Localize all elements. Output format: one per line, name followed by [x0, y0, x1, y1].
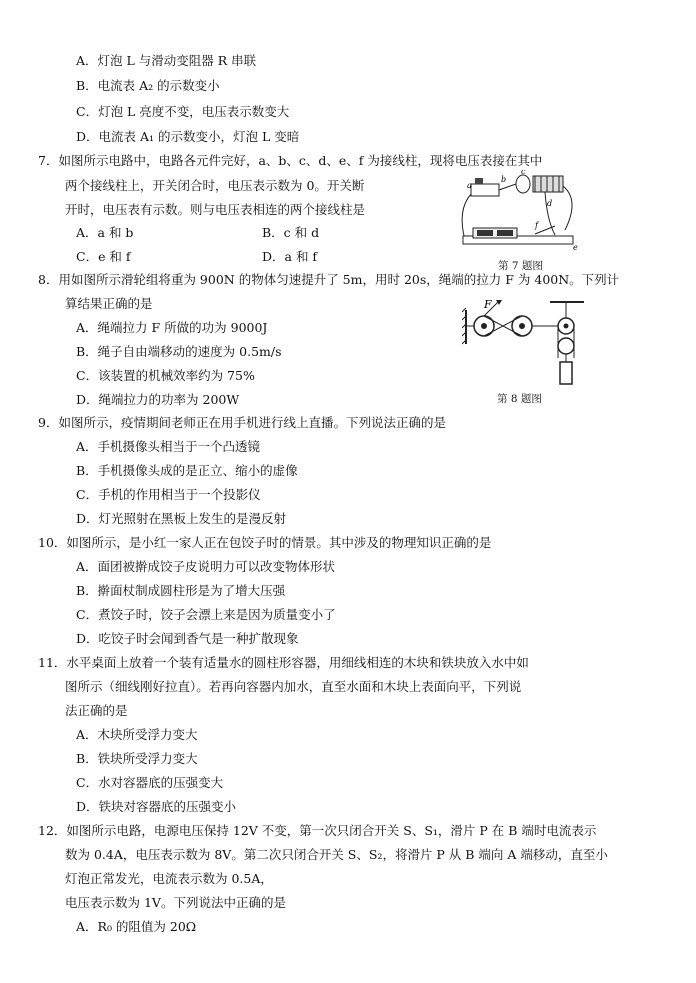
- option-c: C．灯泡 L 亮度不变，电压表示数变大: [76, 104, 290, 119]
- q7-figure-caption: 第 7 题图: [498, 260, 543, 272]
- q7-option-d: D．a 和 f: [262, 249, 318, 264]
- q12-stem-line-2: 数为 0.4A，电压表示数为 8V。第二次只闭合开关 S、S₂，将滑片 P 从 B 端向 A 端移动，直至小: [65, 847, 608, 862]
- q11-option-a: A．木块所受浮力变大: [76, 727, 198, 742]
- q8-pulley-figure: [462, 298, 592, 390]
- label-b: b: [501, 175, 507, 184]
- q11-option-d: D．铁块对容器底的压强变小: [76, 799, 237, 814]
- label-f: f: [535, 221, 538, 230]
- q7-stem-line-2: 两个接线柱上，开关闭合时，电压表示数为 0。开关断: [65, 178, 365, 193]
- q8-option-c: C．该装置的机械效率约为 75%: [76, 368, 255, 383]
- q10-option-a: A．面团被擀成饺子皮说明力可以改变物体形状: [76, 559, 336, 574]
- q12-stem-line-1: 12．如图所示电路，电源电压保持 12V 不变，第一次只闭合开关 S、S₁，滑片 P 在 B 端时电流表示: [38, 823, 597, 838]
- q12-stem-line-4: 电压表示数为 1V。下列说法中正确的是: [65, 895, 286, 910]
- q8-stem-line-1: 8．用如图所示滑轮组将重为 900N 的物体匀速提升了 5m，用时 20s，绳端的拉力 F 为 400N。下列计: [38, 272, 620, 287]
- q7-option-a: A．a 和 b: [76, 225, 134, 240]
- q9-stem: 9．如图所示，疫情期间老师正在用手机进行线上直播。下列说法正确的是: [38, 415, 446, 430]
- q7-circuit-figure: [455, 170, 585, 260]
- label-force-f: F: [484, 298, 492, 311]
- q11-option-c: C．水对容器底的压强变大: [76, 775, 224, 790]
- q10-option-c: C．煮饺子时，饺子会漂上来是因为质量变小了: [76, 607, 336, 622]
- q7-stem-line-1: 7．如图所示电路中，电路各元件完好，a、b、c、d、e、f 为接线柱，现将电压表接在其中: [38, 153, 543, 168]
- label-e: e: [573, 243, 578, 252]
- q7-option-b: B．c 和 d: [262, 225, 320, 240]
- option-a: A．灯泡 L 与滑动变阻器 R 串联: [76, 53, 257, 68]
- q9-option-d: D．灯光照射在黑板上发生的是漫反射: [76, 511, 287, 526]
- q8-option-a: A．绳端拉力 F 所做的功为 9000J: [76, 320, 268, 335]
- q8-option-b: B．绳子自由端移动的速度为 0.5m/s: [76, 344, 282, 359]
- q7-option-c: C．e 和 f: [76, 249, 131, 264]
- q8-stem-line-2: 算结果正确的是: [65, 296, 153, 311]
- q7-stem-line-3: 开时，电压表有示数。则与电压表相连的两个接线柱是: [65, 202, 366, 217]
- label-a: a: [467, 181, 472, 190]
- q11-stem-line-2: 图所示（细线刚好拉直）。若再向容器内加水，直至水面和木块上表面向平，下列说: [65, 679, 522, 694]
- q12-stem-line-3: 灯泡正常发光，电流表示数为 0.5A，: [65, 871, 273, 886]
- q9-option-b: B．手机摄像头成的是正立、缩小的虚像: [76, 463, 298, 478]
- q8-option-d: D．绳端拉力的功率为 200W: [76, 392, 240, 407]
- q9-option-c: C．手机的作用相当于一个投影仪: [76, 487, 261, 502]
- q8-figure-caption: 第 8 题图: [497, 393, 542, 405]
- option-d: D．电流表 A₁ 的示数变小，灯泡 L 变暗: [76, 129, 300, 144]
- q10-option-b: B．擀面杖制成圆柱形是为了增大压强: [76, 583, 286, 598]
- q11-option-b: B．铁块所受浮力变大: [76, 751, 198, 766]
- label-d: d: [547, 199, 553, 208]
- q11-stem-line-1: 11．水平桌面上放着一个装有适量水的圆柱形容器，用细线相连的木块和铁块放入水中如: [38, 655, 529, 670]
- q12-option-a: A．R₀ 的阻值为 20Ω: [76, 919, 197, 934]
- option-b: B．电流表 A₂ 的示数变小: [76, 78, 220, 93]
- q9-option-a: A．手机摄像头相当于一个凸透镜: [76, 439, 261, 454]
- q10-option-d: D．吃饺子时会闻到香气是一种扩散现象: [76, 631, 299, 646]
- label-c: c: [521, 170, 526, 176]
- q10-stem: 10．如图所示，是小红一家人正在包饺子时的情景。其中涉及的物理知识正确的是: [38, 535, 492, 550]
- q11-stem-line-3: 法正确的是: [65, 703, 128, 718]
